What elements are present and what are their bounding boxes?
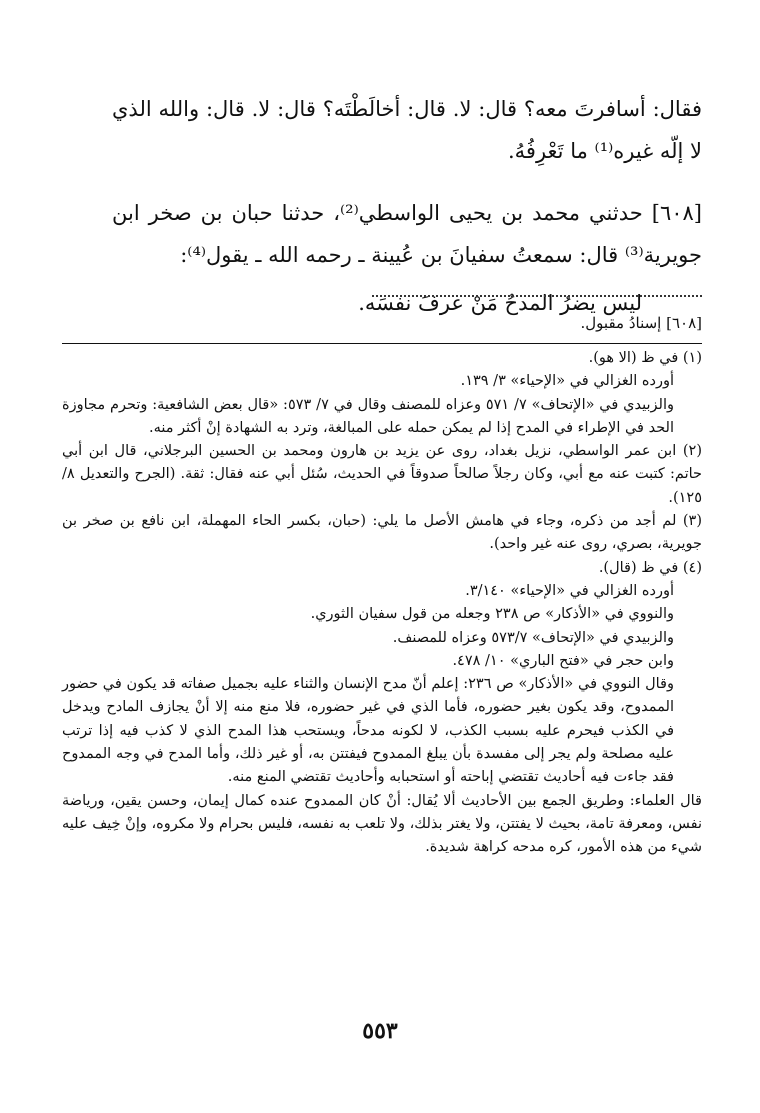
- footnote-4-nawawi-quote: وقال النووي في «الأذكار» ص ٢٣٦: إعلم أنّ مدح الإنسان والثناء عليه بجميل صفاته قد يكون في حضور الممدوح، وقد يكون بغير حضوره، فأما الذي في غير حضوره، فلا منع منه إلا أنْ يجازف المادح ويدخل في الكذب فيحرم عليه بسبب الكذب، لا لكونه مدحاً، ويستحب هذا المدح الذي لا كذب فيه إذا ترتب عليه مصلحة ولم يجر إلى مفسدة بأن يبلغ الممدوح فيفتتن به، أو غير ذلك، وأما المدح في وجه الممدوح فقد جاءت فيه أحاديث تقتضي إباحته أو استحبابه وأحاديث تقتضي المنع منه.: [62, 676, 674, 786]
- footnotes: [62, 347, 702, 860]
- footnote-4-nawawi: والنووي في «الأذكار» ص ٢٣٨ وجعله من قول سفيان الثوري.: [310, 606, 674, 623]
- isnad-note: [٦٠٨] إسنادُ مقبول.: [580, 314, 702, 332]
- footnote-4-zabidi: والزبيدي في «الإتحاف» ٥٧٣/٧ وعزاه للمصنف.: [392, 629, 674, 646]
- footnote-1-zabidi: والزبيدي في «الإتحاف» ٧/ ٥٧١ وعزاه للمصنف وقال في ٧/ ٥٧٣: «قال بعض الشافعية: وتحرم مجاوزة الحد في الإطراء في المدح إذا لم يمكن حمله على المبالغة، وترد به الشهادة إنْ أكثر منه.: [62, 396, 674, 436]
- page-number: ٥٥٣: [362, 1018, 398, 1044]
- quote-line: ليس يضرُ المدحُ مَنْ عرفَ نفسَه.: [358, 291, 642, 315]
- footnote-rule: [62, 343, 702, 344]
- footnote-4-ibn-hajar: وابن حجر في «فتح الباري» ١٠/ ٤٧٨.: [452, 652, 674, 669]
- main-text: [112, 88, 702, 324]
- paragraph-dialogue: فقال: أسافرتَ معه؟ قال: لا. قال: أخالَطْتَه؟ قال: لا. قال: والله الذي لا إلّه غيره⁽¹⁾ ما تَعْرِفُهُ.: [112, 97, 702, 163]
- footnote-1-ghazali: أورده الغزالي في «الإحياء» ٣/ ١٣٩.: [460, 373, 674, 390]
- footnote-4-ghazali: أورده الغزالي في «الإحياء» ٣/١٤٠.: [465, 582, 674, 599]
- footnote-2: (٢) ابن عمر الواسطي، نزيل بغداد، روى عن يزيد بن هارون ومحمد بن الحسين البرجلاني، قال ابن أبي حاتم: كتبت عنه مع أبي، وكان رجلاً صالحاً صدوقاً في الحديث، سُئل أبي عنه فقال: ثقة. (الجرح والتعديل ٨/ ١٢٥).: [62, 443, 702, 506]
- footnote-4-head: (٤) في ظ (قال).: [598, 559, 702, 576]
- dotted-separator: [372, 295, 702, 297]
- footnote-3: (٣) لم أجد من ذكره، وجاء في هامش الأصل ما يلي: (حبان، بكسر الحاء المهملة، ابن نافع بن صخر بن جويرية، بصري، روى عنه غير واحد).: [62, 513, 702, 553]
- paragraph-hadith-608: [٦٠٨] حدثني محمد بن يحيى الواسطي⁽²⁾، حدثنا حبان بن صخر ابن جويرية⁽³⁾ قال: سمعتُ سفيانَ بن عُيينة ـ رحمه الله ـ يقول⁽⁴⁾:: [112, 201, 702, 267]
- footnote-1-head: (١) في ظ (الا هو).: [588, 350, 702, 366]
- footnote-4-ulama: قال العلماء: وطريق الجمع بين الأحاديث ألا يُقال: أنْ كان الممدوح عنده كمال إيمان، وحسن يقين، ورياضة نفس، ومعرفة تامة، بحيث لا يفتتن، ولا يغتر بذلك، ولا تلعب به نفسه، فليس بحرام ولا مكروه، وإنْ خِيف عليه شيء من هذه الأمور، كره مدحه كراهة شديدة.: [62, 792, 702, 856]
